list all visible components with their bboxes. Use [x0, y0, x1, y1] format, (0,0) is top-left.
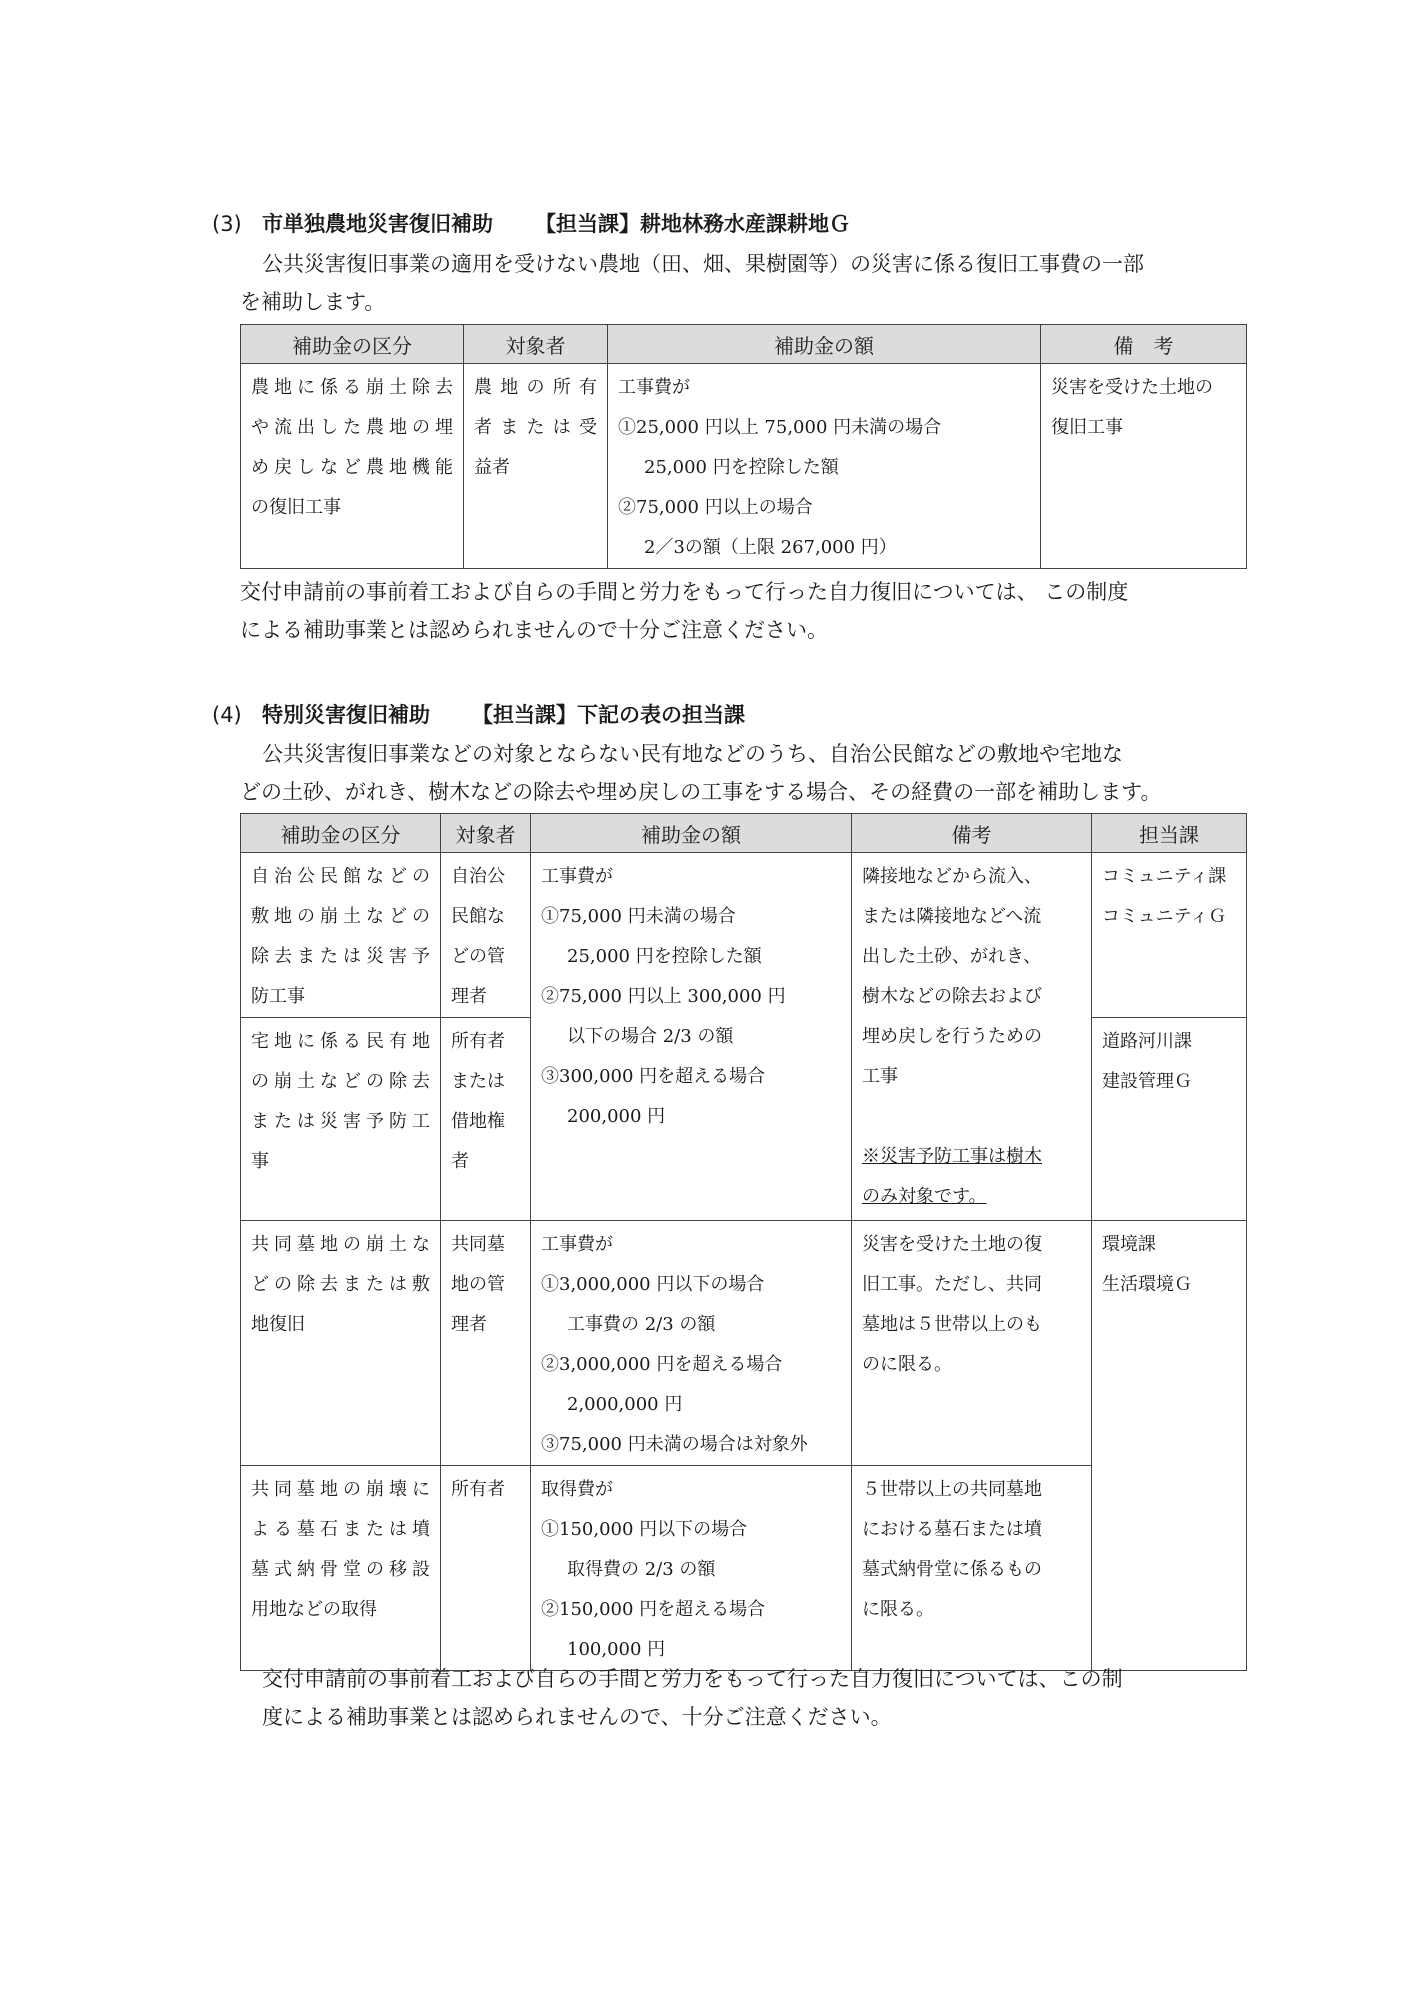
cell-target [441, 853, 531, 1018]
cell-text: 除去または災害予 [251, 946, 430, 967]
cell-text: ③300,000 円を超える場合 [541, 1066, 766, 1087]
cell-text: 敷地の崩土などの [251, 906, 430, 927]
section3-heading [212, 208, 850, 238]
cell-text: ①150,000 円以下の場合 [541, 1519, 748, 1540]
section3-table [240, 324, 1247, 569]
cell-text: め戻しなど農地機能 [251, 457, 453, 478]
cell-text: 取得費が [541, 1479, 613, 1500]
cell-text: 墓式納骨堂の移設 [251, 1559, 430, 1580]
section3-footnote-line-2: による補助事業とは認められませんので十分ご注意ください。 [240, 618, 828, 642]
cell-category [241, 1466, 441, 1671]
cell-text: 用地などの取得 [251, 1599, 377, 1620]
cell-text: ②3,000,000 円を超える場合 [541, 1354, 783, 1375]
section4-table-header [241, 814, 1247, 853]
cell-note [1041, 364, 1247, 569]
cell-text: 隣接地などから流入、 [862, 866, 1042, 887]
section3-intro-line-2: を補助します。 [240, 290, 386, 314]
cell-text: 取得費の 2/3 の額 [567, 1559, 716, 1580]
section3-intro [262, 245, 1247, 283]
table-row [241, 1221, 1247, 1466]
cell-text: コミュニティＧ [1102, 906, 1227, 927]
cell-text: 自治公 [451, 866, 505, 887]
cell-amount [531, 1466, 852, 1671]
section3-footnote-line-1: 交付申請前の事前着工および自らの手間と労力をもって行った自力復旧については、 この制度 [240, 580, 1129, 604]
cell-text: の崩土などの除去 [251, 1071, 430, 1092]
cell-text: 環境課 [1102, 1234, 1156, 1255]
cell-text: 工事費が [541, 866, 613, 887]
cell-text: 地の管 [451, 1274, 505, 1295]
section3-intro-line-1: 公共災害復旧事業の適用を受けない農地（田、畑、果樹園等）の災害に係る復旧工事費の一部 [262, 252, 1144, 276]
cell-amount [531, 1221, 852, 1466]
header-category: 補助金の区分 [241, 325, 464, 364]
cell-text: のに限る。 [862, 1354, 952, 1375]
cell-text: 共同墓地の崩土な [251, 1234, 430, 1255]
section4-department: 【担当課】下記の表の担当課 [472, 703, 745, 727]
table-row [241, 853, 1247, 1018]
header-amount: 補助金の額 [531, 814, 852, 853]
section3-table-header [241, 325, 1247, 364]
cell-text: 旧工事。ただし、共同 [862, 1274, 1042, 1295]
cell-text: 道路河川課 [1102, 1031, 1192, 1052]
cell-text: 100,000 円 [567, 1639, 666, 1660]
section4-intro [262, 735, 1123, 773]
section3-number: (3) [212, 212, 242, 236]
section4-number: (4) [212, 703, 242, 727]
cell-target [441, 1221, 531, 1466]
cell-text: 工事費が [541, 1234, 613, 1255]
cell-target [441, 1018, 531, 1221]
section3-footnote [240, 573, 1128, 649]
cell-text: ②75,000 円以上 300,000 円 [541, 986, 786, 1007]
cell-text: コミュニティ課 [1102, 866, 1227, 887]
header-dept: 担当課 [1092, 814, 1247, 853]
cell-category [241, 1221, 441, 1466]
cell-text: 生活環境Ｇ [1102, 1274, 1192, 1295]
header-amount: 補助金の額 [608, 325, 1041, 364]
cell-text: ①3,000,000 円以下の場合 [541, 1274, 765, 1295]
section4-table [240, 813, 1247, 1671]
cell-text: における墓石または墳 [862, 1519, 1042, 1540]
cell-text: 2,000,000 円 [567, 1394, 683, 1415]
header-note: 備 考 [1041, 325, 1247, 364]
cell-text: 出した土砂、がれき、 [862, 946, 1042, 967]
cell-text: または隣接地などへ流 [862, 906, 1042, 927]
cell-text: 防工事 [251, 986, 305, 1007]
warning-text: ※災害予防工事は樹木 [862, 1146, 1042, 1167]
cell-category [241, 364, 464, 569]
cell-text: 建設管理Ｇ [1102, 1071, 1192, 1092]
cell-text: 墓式納骨堂に係るもの [862, 1559, 1042, 1580]
section4-intro-line-1: 公共災害復旧事業などの対象とならない民有地などのうち、自治公民館などの敷地や宅地な [262, 742, 1123, 766]
cell-text: 益者 [474, 457, 510, 478]
cell-text: 自治公民館などの [251, 866, 430, 887]
cell-amount [608, 364, 1041, 569]
cell-note-shared [852, 853, 1092, 1221]
cell-text: 者または受 [474, 417, 597, 438]
cell-text: 所有者 [451, 1031, 505, 1052]
cell-text: 農地の所有 [474, 377, 597, 398]
cell-note [852, 1221, 1092, 1466]
cell-text: 地復旧 [251, 1314, 305, 1335]
cell-category [241, 1018, 441, 1221]
cell-category [241, 853, 441, 1018]
section3-title: 市単独農地災害復旧補助 [262, 212, 493, 236]
cell-text: 所有者 [451, 1479, 505, 1500]
cell-text: 災害を受けた土地の [1051, 377, 1213, 398]
cell-text: 農地に係る崩土除去 [251, 377, 453, 398]
section4-heading [212, 699, 745, 729]
cell-note [852, 1466, 1092, 1671]
cell-text: ②150,000 円を超える場合 [541, 1599, 766, 1620]
cell-text: 2／3の額（上限 267,000 円） [644, 537, 897, 558]
header-target: 対象者 [464, 325, 608, 364]
cell-text: 埋め戻しを行うための [862, 1026, 1042, 1047]
cell-text: 以下の場合 2/3 の額 [567, 1026, 734, 1047]
cell-dept [1092, 853, 1247, 1018]
cell-text: どの管 [451, 946, 505, 967]
cell-text: 墓地は５世帯以上のも [862, 1314, 1042, 1335]
cell-text: 工事費の 2/3 の額 [567, 1314, 716, 1335]
cell-text: ①25,000 円以上 75,000 円未満の場合 [618, 417, 942, 438]
cell-text: または災害予防工 [251, 1111, 430, 1132]
cell-text: 災害を受けた土地の復 [862, 1234, 1042, 1255]
section4-footnote-line-1: 交付申請前の事前着工および自らの手間と労力をもって行った自力復旧については、この制 [262, 1667, 1123, 1691]
warning-text: のみ対象です。 [862, 1186, 987, 1207]
cell-text: 理者 [451, 986, 487, 1007]
cell-text: よる墓石または墳 [251, 1519, 430, 1540]
cell-text: ②75,000 円以上の場合 [618, 497, 813, 518]
cell-spacer [862, 1097, 1081, 1137]
cell-target [464, 364, 608, 569]
cell-dept [1092, 1018, 1247, 1221]
cell-target [441, 1466, 531, 1671]
cell-text: や流出した農地の埋 [251, 417, 453, 438]
cell-text: どの除去または敷 [251, 1274, 430, 1295]
section4-intro-line-2: どの土砂、がれき、樹木などの除去や埋め戻しの工事をする場合、その経費の一部を補助します。 [240, 780, 1162, 804]
cell-text: 宅地に係る民有地 [251, 1031, 430, 1052]
cell-text: 工事 [862, 1066, 898, 1087]
cell-text: 25,000 円を控除した額 [567, 946, 762, 967]
section4-footnote [262, 1660, 1123, 1736]
cell-text: 共同墓 [451, 1234, 505, 1255]
cell-text: 事 [251, 1151, 269, 1172]
cell-text: 復旧工事 [1051, 417, 1123, 438]
cell-text: ③75,000 円未満の場合は対象外 [541, 1434, 808, 1455]
cell-dept [1092, 1221, 1247, 1671]
cell-text: または [451, 1071, 505, 1092]
cell-text: に限る。 [862, 1599, 934, 1620]
cell-amount-shared [531, 853, 852, 1221]
cell-text: ①75,000 円未満の場合 [541, 906, 736, 927]
cell-text: 民館な [451, 906, 505, 927]
cell-text: 25,000 円を控除した額 [644, 457, 839, 478]
cell-text: 樹木などの除去および [862, 986, 1042, 1007]
header-note: 備考 [852, 814, 1092, 853]
cell-text: 共同墓地の崩壊に [251, 1479, 430, 1500]
header-target: 対象者 [441, 814, 531, 853]
section4-footnote-line-2: 度による補助事業とは認められませんので、十分ご注意ください。 [262, 1705, 892, 1729]
cell-text: 者 [451, 1151, 469, 1172]
section4-intro-cont [240, 773, 1161, 811]
section4-title: 特別災害復旧補助 [262, 703, 430, 727]
section3-intro-cont [240, 283, 385, 321]
section3-department: 【担当課】耕地林務水産課耕地Ｇ [535, 212, 850, 236]
cell-text: 理者 [451, 1314, 487, 1335]
cell-text: 借地権 [451, 1111, 505, 1132]
table-row [241, 364, 1247, 569]
cell-text: ５世帯以上の共同墓地 [862, 1479, 1042, 1500]
cell-text: 200,000 円 [567, 1106, 666, 1127]
header-category: 補助金の区分 [241, 814, 441, 853]
cell-text: 工事費が [618, 377, 690, 398]
cell-text: の復旧工事 [251, 497, 341, 518]
